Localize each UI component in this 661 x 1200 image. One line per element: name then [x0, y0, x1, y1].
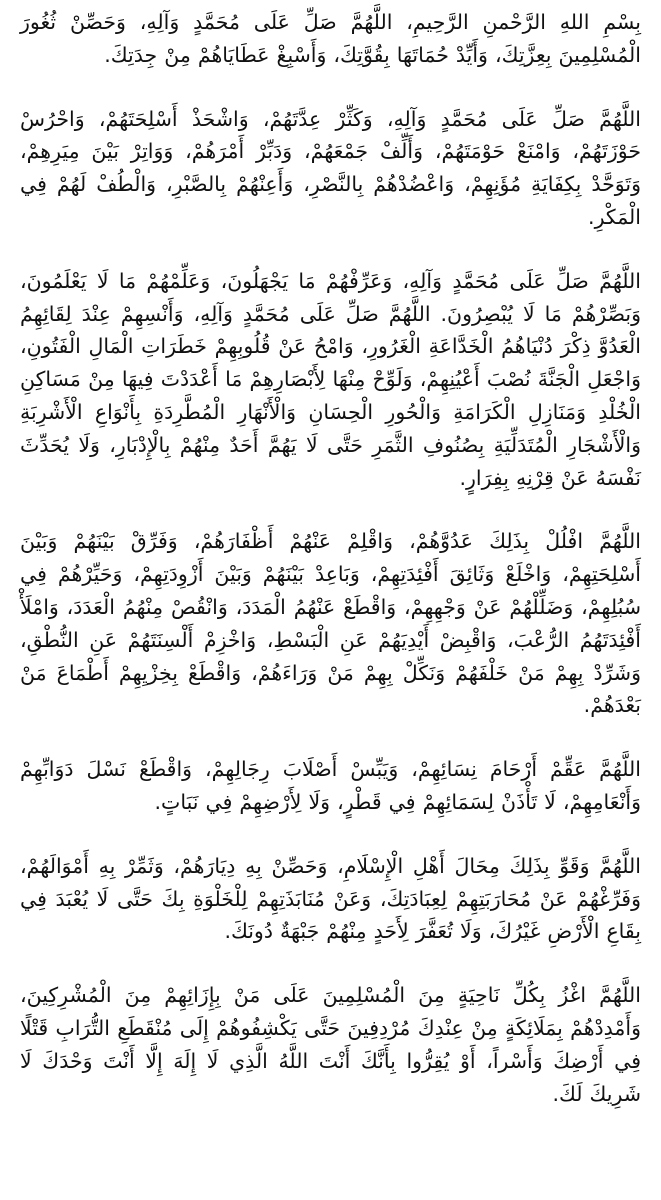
paragraph-4: اللَّهُمَّ افْلُلْ بِذَلِكَ عَدُوَّهُمْ، وَاقْلِمْ عَنْهُمْ أَظْفَارَهُمْ، وَفَرِّقْ بَيْنَهُمْ وَبَيْنَ أَسْلِحَتِهِمْ، وَاخْلَعْ وَثَائِقَ أَفْئِدَتِهِمْ، وَبَاعِدْ بَيْنَهُمْ وَبَيْنَ أَزْوِدَتِهِمْ، وَحَيِّرْهُمْ فِي سُبُلِهِمْ، وَضَلِّلْهُمْ عَنْ وَجْهِهِمْ، وَاقْطَعْ عَنْهُمُ الْمَدَدَ، وَانْقُصْ مِنْهُمُ الْعَدَدَ، وَامْلَأْ أَفْئِدَتَهُمُ الرُّعْبَ، وَاقْبِضْ أَيْدِيَهُمْ عَنِ الْبَسْطِ، وَاخْزِمْ أَلْسِنَتَهُمْ عَنِ النُّطْقِ، وَشَرِّدْ بِهِمْ مَنْ خَلْفَهُمْ وَنَكِّلْ بِهِمْ مَنْ وَرَاءَهُمْ، وَاقْطَعْ بِخِزْيِهِمْ أَطْمَاعَ مَنْ بَعْدَهُمْ. [20, 529, 641, 718]
paragraph-3: اللَّهُمَّ صَلِّ عَلَى مُحَمَّدٍ وَآلِهِ، وَعَرِّفْهُمْ مَا يَجْهَلُونَ، وَعَلِّمْهُمْ مَا لَا يَعْلَمُونَ، وَبَصِّرْهُمْ مَا لَا يُبْصِرُونَ. اللَّهُمَّ صَلِّ عَلَى مُحَمَّدٍ وَآلِهِ، وَأَنْسِهِمْ عِنْدَ لِقَائِهِمُ الْعَدُوَّ ذِكْرَ دُنْيَاهُمُ الْخَدَّاعَةِ الْغَرُورِ، وَامْحُ عَنْ قُلُوبِهِمْ خَطَرَاتِ الْمَالِ الْفَتُونِ، وَاجْعَلِ الْجَنَّةَ نُصْبَ أَعْيُنِهِمْ، وَلَوِّحْ مِنْهَا لِأَبْصَارِهِمْ مَا أَعْدَدْتَ فِيهَا مِنْ مَسَاكِنِ الْخُلْدِ وَمَنَازِلِ الْكَرَامَةِ وَالْحُورِ الْحِسَانِ وَالْأَنْهَارِ الْمُطَّرِدَةِ بِأَنْوَاعِ الْأَشْرِبَةِ وَالْأَشْجَارِ الْمُتَدَلِّيَةِ بِصُنُوفِ الثَّمَرِ حَتَّى لَا يَهُمَّ أَحَدٌ مِنْهُمْ بِالْإِدْبَارِ، وَلَا يُحَدِّثَ نَفْسَهُ عَنْ قِرْنِهِ بِفِرَارٍ. [20, 268, 641, 490]
paragraph-2: اللَّهُمَّ صَلِّ عَلَى مُحَمَّدٍ وَآلِهِ، وَكَثِّرْ عِدَّتَهُمْ، وَاشْحَذْ أَسْلِحَتَهُمْ، وَاحْرُسْ حَوْزَتَهُمْ، وَامْنَعْ حَوْمَتَهُمْ، وَأَلِّفْ جَمْعَهُمْ، وَدَبِّرْ أَمْرَهُمْ، وَوَاتِرْ بَيْنَ مِيَرِهِمْ، وَتَوَحَّدْ بِكِفَايَةِ مُؤَنِهِمْ، وَاعْضُدْهُمْ بِالنَّصْرِ، وَأَعِنْهُمْ بِالصَّبْرِ، وَالْطُفْ لَهُمْ فِي الْمَكْرِ. [20, 106, 641, 229]
paragraph-5: اللَّهُمَّ عَقِّمْ أَرْحَامَ نِسَائِهِمْ، وَيَبِّسْ أَصْلَابَ رِجَالِهِمْ، وَاقْطَعْ نَسْلَ دَوَابِّهِمْ وَأَنْعَامِهِمْ، لَا تَأْذَنْ لِسَمَائِهِمْ فِي قَطْرٍ، وَلَا لِأَرْضِهِمْ فِي نَبَاتٍ. [20, 757, 641, 814]
paragraph-6: اللَّهُمَّ وَقَوِّ بِذَلِكَ مِحَالَ أَهْلِ الْإِسْلَامِ، وَحَصِّنْ بِهِ دِيَارَهُمْ، وَثَمِّرْ بِهِ أَمْوَالَهُمْ، وَفَرِّغْهُمْ عَنْ مُحَارَبَتِهِمْ لِعِبَادَتِكَ، وَعَنْ مُنَابَذَتِهِمْ لِلْخَلْوَةِ بِكَ حَتَّى لَا يُعْبَدَ فِي بِقَاعِ الْأَرْضِ غَيْرُكَ، وَلَا تُعَفَّرَ لِأَحَدٍ مِنْهُمْ جَبْهَةٌ دُونَكَ. [20, 853, 641, 944]
paragraph-1: بِسْمِ اللهِ الرَّحْمنِ الرَّحِيمِ، اللَّهُمَّ صَلِّ عَلَى مُحَمَّدٍ وَآلِهِ، وَحَصِّنْ ثُغُورَ الْمُسْلِمِينَ بِعِزَّتِكَ، وَأَيِّدْ حُمَاتَهَا بِقُوَّتِكَ، وَأَسْبِغْ عَطَايَاهُمْ مِنْ جِدَتِكَ. [20, 10, 641, 67]
paragraph-7: اللَّهُمَّ اغْزُ بِكُلِّ نَاحِيَةٍ مِنَ الْمُسْلِمِينَ عَلَى مَنْ بِإِزَائِهِمْ مِنَ الْمُشْرِكِينَ، وَأَمْدِدْهُمْ بِمَلَائِكَةٍ مِنْ عِنْدِكَ مُرْدِفِينَ حَتَّى يَكْشِفُوهُمْ إِلَى مُنْقَطَعِ التُّرَابِ قَتْلًا فِي أَرْضِكَ وَأَسْراً، أَوْ يُقِرُّوا بِأَنَّكَ أَنْتَ اللَّهُ الَّذِي لَا إِلَهَ إِلَّا أَنْتَ وَحْدَكَ لَا شَرِيكَ لَكَ. [20, 983, 641, 1106]
